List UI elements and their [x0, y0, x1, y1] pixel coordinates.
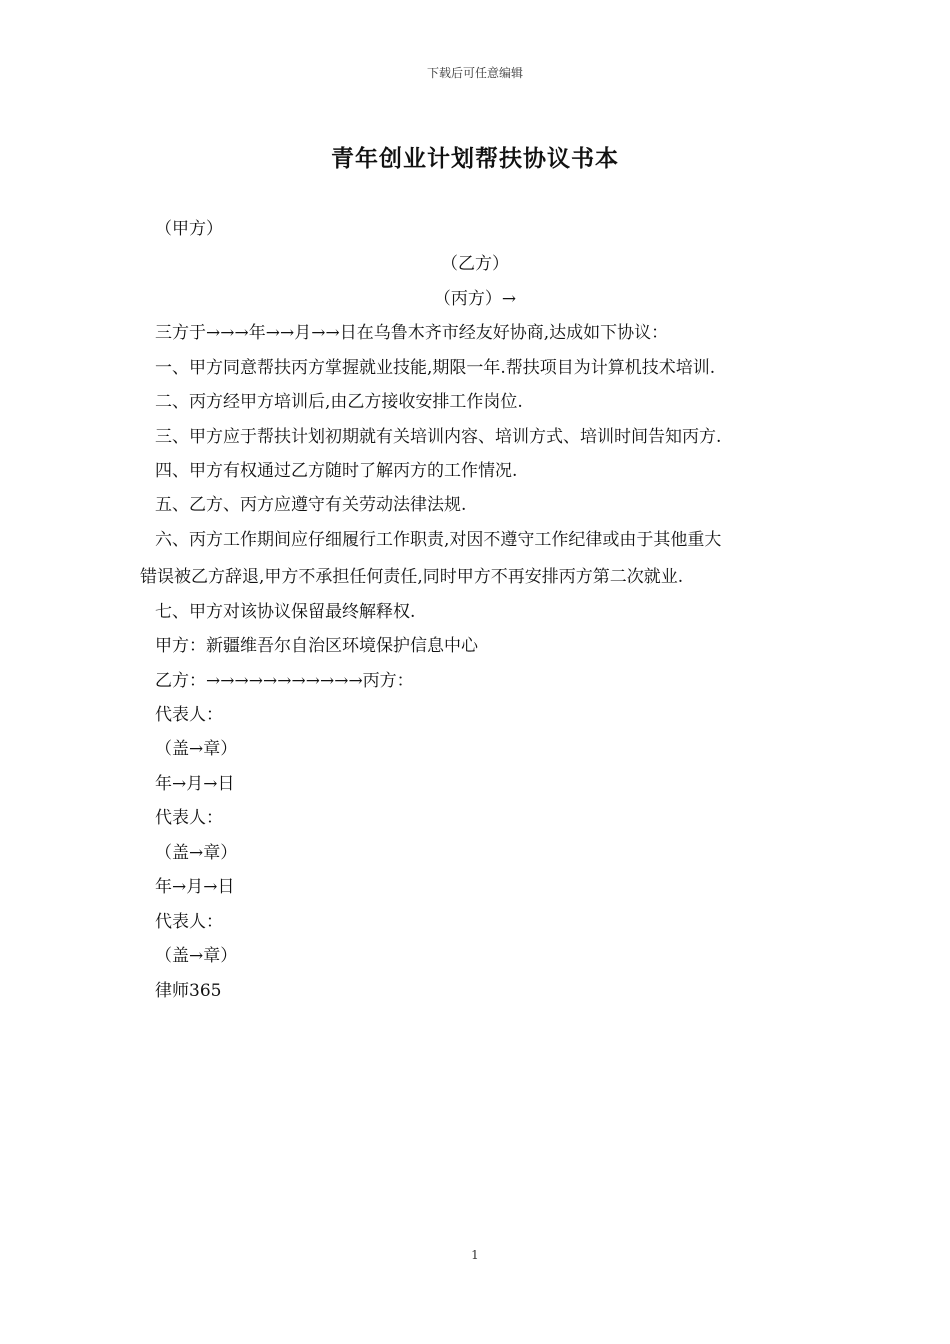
page-number: 1 — [471, 1248, 479, 1262]
intro-paragraph: 三方于→→→年→→月→→日在乌鲁木齐市经友好协商,达成如下协议： — [155, 323, 669, 343]
clause-6-line-1: 六、丙方工作期间应仔细履行工作职责,对因不遵守工作纪律或由于其他重大 — [155, 530, 722, 550]
signature-party-a: 甲方：新疆维吾尔自治区环境保护信息中心 — [155, 636, 478, 656]
representative-1: 代表人： — [155, 705, 223, 725]
seal-1: （盖→章） — [155, 739, 238, 759]
date-2: 年→月→日 — [155, 877, 235, 897]
source-note: 律师365 — [155, 981, 222, 1001]
header-note: 下载后可任意编辑 — [426, 66, 523, 80]
clause-4: 四、甲方有权通过乙方随时了解丙方的工作情况. — [155, 461, 518, 481]
party-a-label: （甲方） — [155, 219, 223, 239]
representative-2: 代表人： — [155, 808, 223, 828]
clause-3: 三、甲方应于帮扶计划初期就有关培训内容、培训方式、培训时间告知丙方. — [155, 427, 722, 447]
seal-2: （盖→章） — [155, 843, 238, 863]
seal-3: （盖→章） — [155, 946, 238, 966]
clause-2: 二、丙方经甲方培训后,由乙方接收安排工作岗位. — [155, 392, 523, 412]
party-b-label: （乙方） — [441, 254, 509, 274]
party-c-label: （丙方）→ — [433, 289, 517, 309]
date-1: 年→月→日 — [155, 774, 235, 794]
clause-7: 七、甲方对该协议保留最终解释权. — [155, 602, 416, 622]
clause-6-line-2: 错误被乙方辞退,甲方不承担任何责任,同时甲方不再安排丙方第二次就业. — [140, 567, 684, 587]
clause-1: 一、甲方同意帮扶丙方掌握就业技能,期限一年.帮扶项目为计算机技术培训. — [155, 358, 716, 378]
signature-party-b-c: 乙方：→→→→→→→→→→→丙方： — [155, 671, 414, 691]
representative-3: 代表人： — [155, 912, 223, 932]
document-title: 青年创业计划帮扶协议书本 — [331, 145, 619, 172]
clause-5: 五、乙方、丙方应遵守有关劳动法律法规. — [155, 495, 467, 515]
